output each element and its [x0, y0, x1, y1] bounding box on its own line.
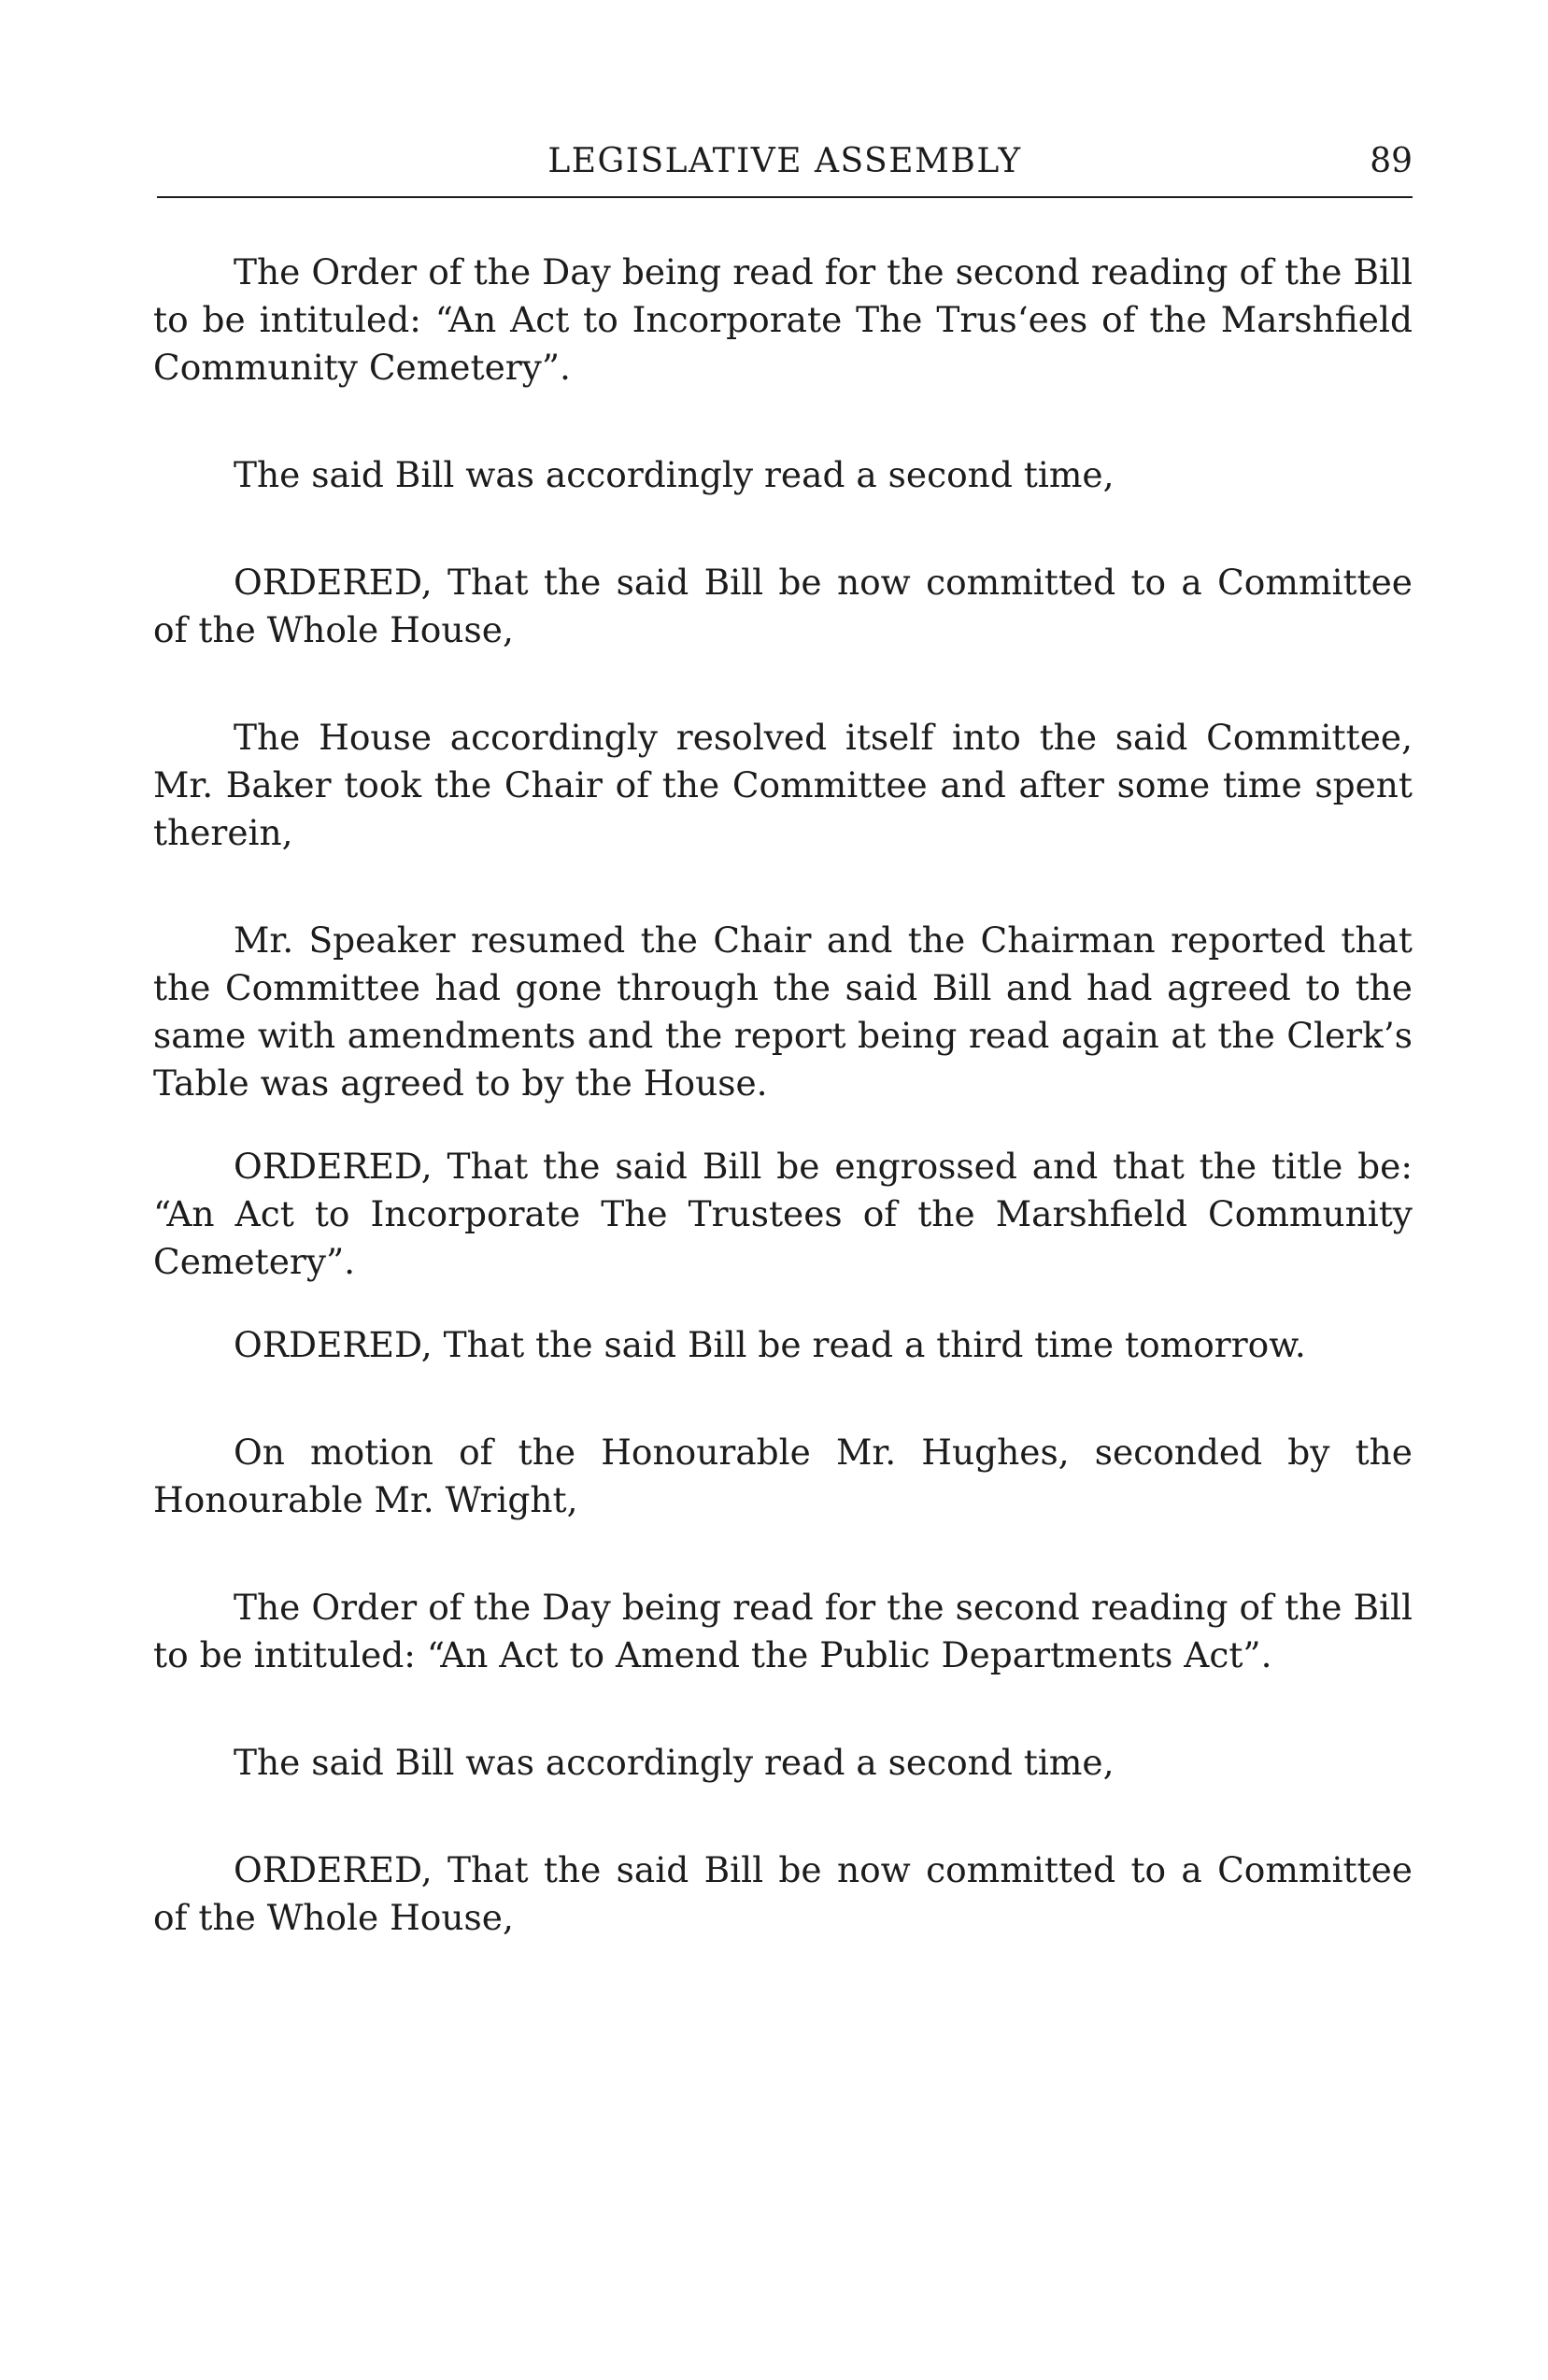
paragraph-ordered-engrossed: ORDERED, That the said Bill be engrossed and that the title be: “An Act to Incorporate The Trustees of the Marshfield Community Cemetery”.	[153, 1146, 1413, 1282]
paragraph-speaker-resumed: Mr. Speaker resumed the Chair and the Chairman reported that the Committee had gone through the said Bill and had agreed to the same with amendments and the report being read again at the Clerk’s Table was agreed to by the House.	[153, 919, 1413, 1104]
body-text	[153, 249, 1413, 1942]
running-head-title: LEGISLATIVE ASSEMBLY	[547, 142, 1022, 180]
paragraph-second-reading-2: The said Bill was accordingly read a second time,	[234, 1742, 1115, 1783]
page-header	[157, 138, 1413, 198]
paragraph-ordered-third-reading: ORDERED, That the said Bill be read a third time tomorrow.	[234, 1324, 1306, 1365]
paragraph-order-of-day-1: The Order of the Day being read for the second reading of the Bill to be intituled: “An Act to Incorporate The Trus‘ees of the Marshfield Community Cemetery”.	[153, 251, 1413, 388]
paragraph-ordered-committed-2: ORDERED, That the said Bill be now committed to a Committee of the Whole House,	[153, 1849, 1413, 1938]
paragraph-house-resolved: The House accordingly resolved itself into the said Committee, Mr. Baker took the Chair of the Committee and after some time spent therein,	[153, 717, 1413, 853]
page-number: 89	[1370, 142, 1413, 180]
paragraph-order-of-day-2: The Order of the Day being read for the second reading of the Bill to be intituled: “An Act to Amend the Public Departments Act”.	[153, 1587, 1413, 1675]
paragraph-second-reading-1: The said Bill was accordingly read a second time,	[234, 454, 1115, 495]
paragraph-ordered-committed-1: ORDERED, That the said Bill be now committed to a Committee of the Whole House,	[153, 562, 1413, 650]
paragraph-on-motion: On motion of the Honourable Mr. Hughes, seconded by the Honourable Mr. Wright,	[153, 1432, 1413, 1520]
